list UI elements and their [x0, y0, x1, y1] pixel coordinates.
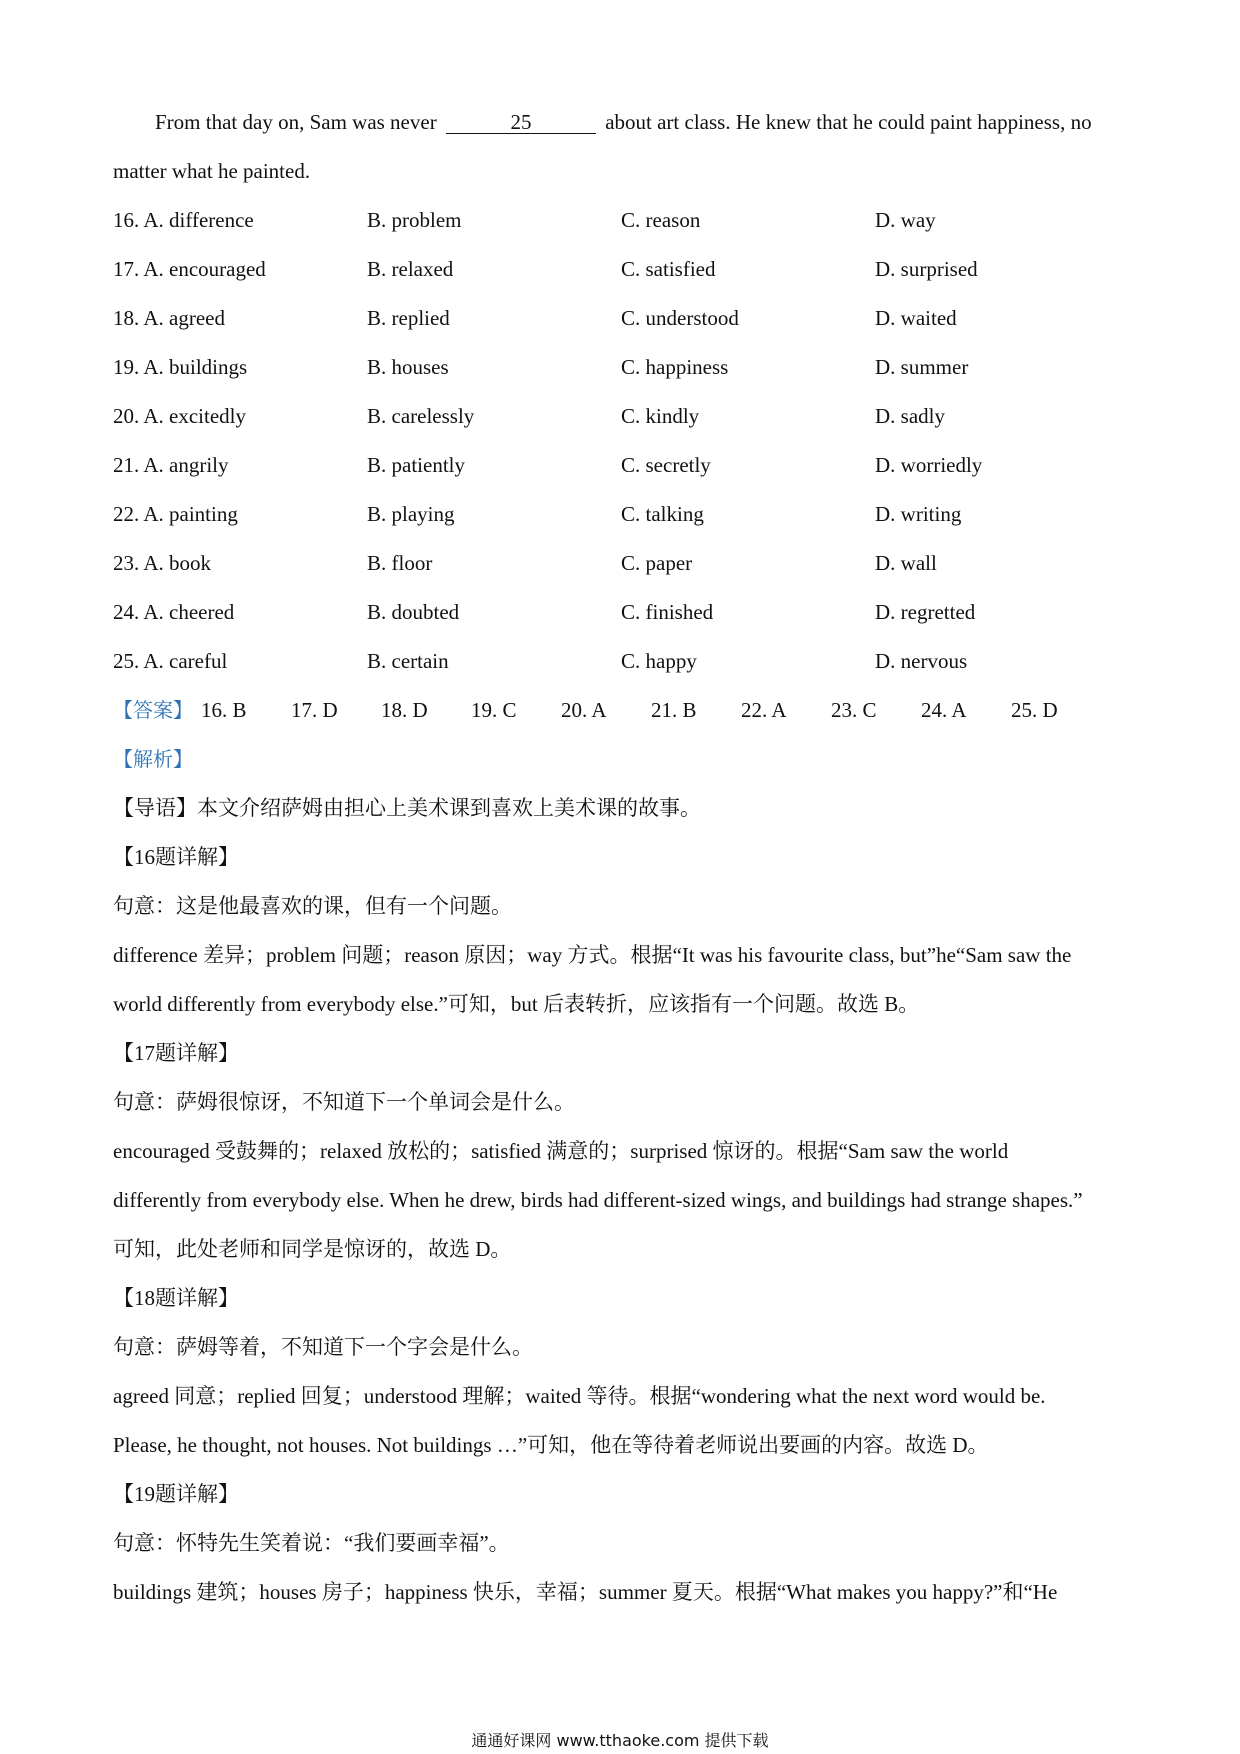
option-d: D. waited — [875, 306, 957, 330]
option-d: D. nervous — [875, 649, 968, 673]
option-d: D. writing — [875, 502, 962, 526]
option-c: C. satisfied — [621, 257, 716, 281]
answer-item: 18. D — [381, 698, 428, 722]
option-d: D. regretted — [875, 600, 976, 624]
content-area — [113, 98, 1133, 1617]
options-list — [113, 196, 1133, 686]
option-n: 20. A. excitedly — [113, 404, 246, 428]
option-row — [113, 539, 1133, 588]
option-n: 23. A. book — [113, 551, 212, 575]
option-d: D. surprised — [875, 257, 978, 281]
answer-tag: 【答案】 — [113, 698, 193, 722]
option-b: B. houses — [367, 355, 449, 379]
option-b: B. doubted — [367, 600, 460, 624]
analysis-line: 句意：萨姆很惊讶，不知道下一个单词会是什么。 — [113, 1090, 575, 1114]
answer-row — [113, 686, 1133, 735]
analysis-line: 【17题详解】 — [113, 1041, 239, 1065]
analysis-line: differently from everybody else. When he drew, birds had different-sized wings, and buildings had strange shapes.” — [113, 1188, 1083, 1212]
option-n: 22. A. painting — [113, 502, 238, 526]
analysis-line: difference 差异；problem 问题；reason 原因；way 方式。根据“It was his favourite class, but”he“Sam saw the — [113, 943, 1072, 967]
option-c: C. paper — [621, 551, 693, 575]
answer-item: 22. A — [741, 698, 787, 722]
answer-item: 25. D — [1011, 698, 1058, 722]
passage-text-after: about art class. He knew that he could paint happiness, no — [599, 110, 1092, 134]
answer-item: 20. A — [561, 698, 607, 722]
answer-item: 19. C — [471, 698, 517, 722]
option-b: B. carelessly — [367, 404, 475, 428]
option-b: B. floor — [367, 551, 433, 575]
option-row — [113, 490, 1133, 539]
option-c: C. kindly — [621, 404, 700, 428]
option-n: 19. A. buildings — [113, 355, 248, 379]
option-d: D. worriedly — [875, 453, 983, 477]
analysis-line: agreed 同意；replied 回复；understood 理解；waited 等待。根据“wondering what the next word would be. — [113, 1384, 1046, 1408]
analysis-line: world differently from everybody else.”可知，but 后表转折，应该指有一个问题。故选 B。 — [113, 992, 920, 1016]
analysis-line: 【导语】本文介绍萨姆由担心上美术课到喜欢上美术课的故事。 — [113, 796, 701, 820]
option-row — [113, 196, 1133, 245]
analysis-line: buildings 建筑；houses 房子；happiness 快乐，幸福；summer 夏天。根据“What makes you happy?”和“He — [113, 1580, 1058, 1604]
analysis-body — [113, 784, 1133, 1617]
analysis-line: 【19题详解】 — [113, 1482, 239, 1506]
answer-item: 21. B — [651, 698, 697, 722]
option-b: B. replied — [367, 306, 450, 330]
option-d: D. wall — [875, 551, 937, 575]
analysis-line: 【16题详解】 — [113, 845, 239, 869]
passage-line-2: matter what he painted. — [113, 159, 311, 183]
option-c: C. reason — [621, 208, 701, 232]
option-row — [113, 245, 1133, 294]
option-row — [113, 294, 1133, 343]
analysis-line: encouraged 受鼓舞的；relaxed 放松的；satisfied 满意的；surprised 惊讶的。根据“Sam saw the world — [113, 1139, 1009, 1163]
answer-item: 24. A — [921, 698, 967, 722]
analysis-line: 句意：怀特先生笑着说：“我们要画幸福”。 — [113, 1531, 510, 1555]
page-footer: 通通好课网 www.tthaoke.com 提供下载 — [471, 1731, 769, 1750]
option-c: C. happy — [621, 649, 697, 673]
analysis-line: 句意：这是他最喜欢的课，但有一个问题。 — [113, 894, 512, 918]
answer-item: 16. B — [201, 698, 247, 722]
answer-item: 23. C — [831, 698, 877, 722]
analysis-line: 可知，此处老师和同学是惊讶的，故选 D。 — [113, 1237, 512, 1261]
option-c: C. secretly — [621, 453, 711, 477]
option-b: B. relaxed — [367, 257, 454, 281]
option-n: 21. A. angrily — [113, 453, 229, 477]
option-b: B. patiently — [367, 453, 465, 477]
analysis-line: 句意：萨姆等着，不知道下一个字会是什么。 — [113, 1335, 533, 1359]
option-b: B. playing — [367, 502, 455, 526]
option-n: 18. A. agreed — [113, 306, 225, 330]
option-b: B. certain — [367, 649, 449, 673]
option-row — [113, 392, 1133, 441]
passage-text-before: From that day on, Sam was never — [155, 110, 442, 134]
option-b: B. problem — [367, 208, 462, 232]
blank-25: 25 — [446, 111, 596, 134]
passage-line-1 — [113, 98, 1133, 147]
answer-item: 17. D — [291, 698, 338, 722]
option-c: C. finished — [621, 600, 714, 624]
option-c: C. understood — [621, 306, 739, 330]
option-n: 24. A. cheered — [113, 600, 235, 624]
option-n: 16. A. difference — [113, 208, 254, 232]
option-row — [113, 343, 1133, 392]
option-d: D. way — [875, 208, 936, 232]
option-d: D. sadly — [875, 404, 945, 428]
option-row — [113, 588, 1133, 637]
analysis-line: 【18题详解】 — [113, 1286, 239, 1310]
option-c: C. happiness — [621, 355, 729, 379]
option-c: C. talking — [621, 502, 704, 526]
option-d: D. summer — [875, 355, 969, 379]
option-n: 17. A. encouraged — [113, 257, 266, 281]
option-row — [113, 441, 1133, 490]
analysis-line: Please, he thought, not houses. Not buildings …”可知，他在等待着老师说出要画的内容。故选 D。 — [113, 1433, 989, 1457]
option-n: 25. A. careful — [113, 649, 228, 673]
analysis-tag: 【解析】 — [113, 747, 193, 771]
option-row — [113, 637, 1133, 686]
